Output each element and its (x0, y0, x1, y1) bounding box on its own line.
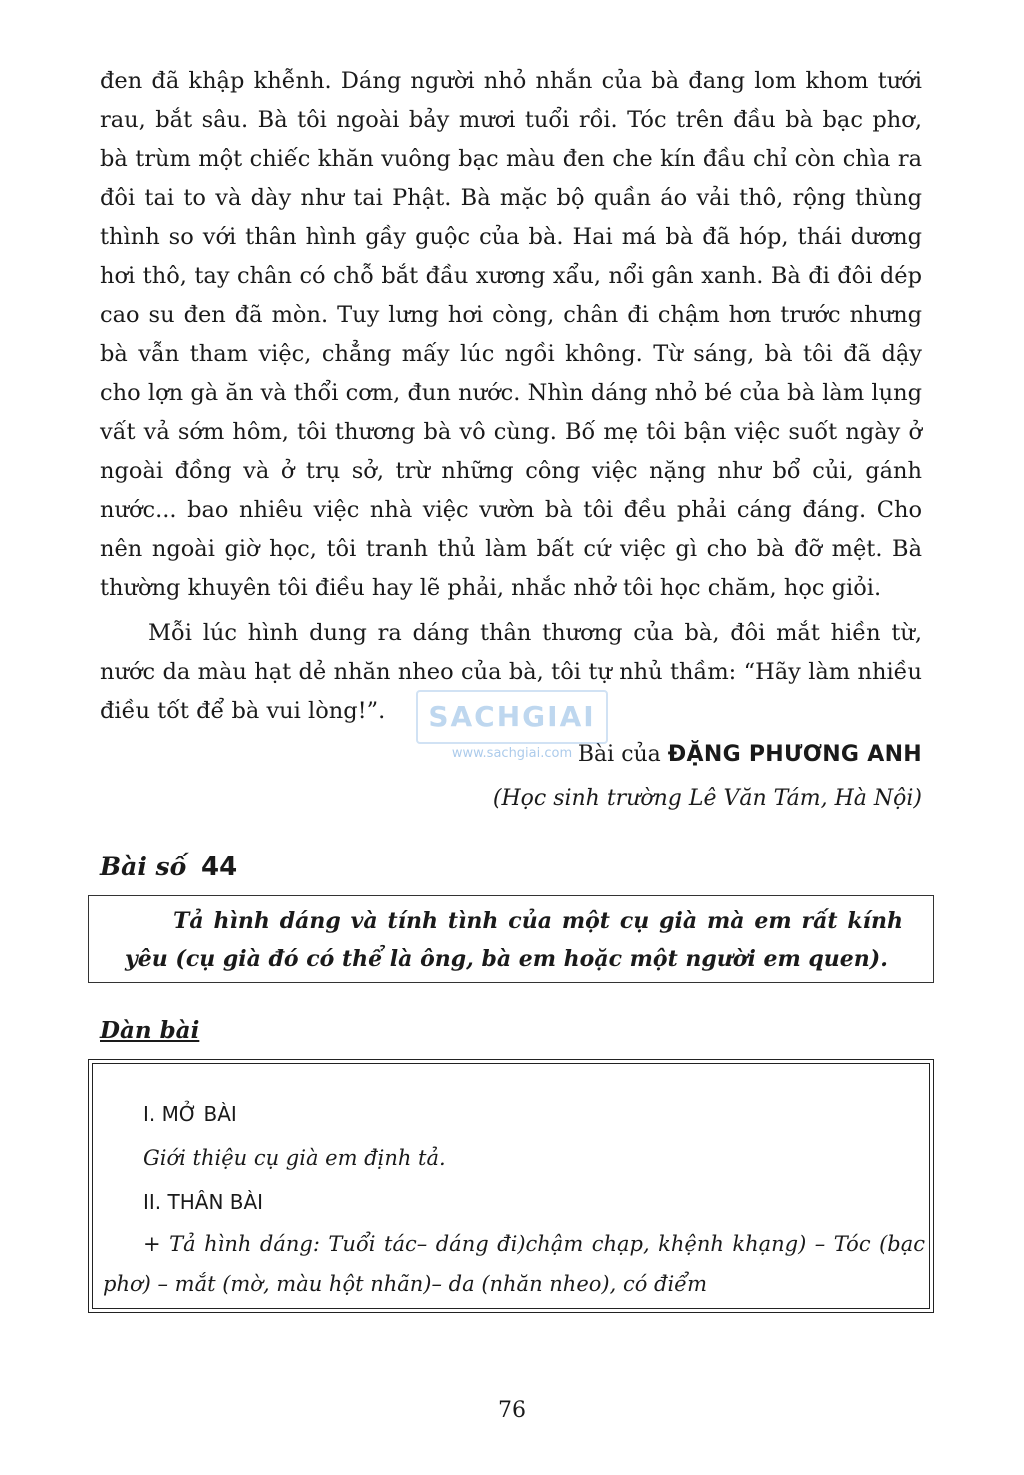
section-1-heading: I. MỞ BÀI (143, 1102, 237, 1126)
byline-prefix: Bài của (577, 742, 661, 767)
lesson-number: 44 (201, 852, 238, 882)
author-name: ĐẶNG PHƯƠNG ANH (667, 742, 922, 767)
lesson-prompt-box (88, 895, 934, 983)
outline-label: Dàn bài (100, 1017, 200, 1044)
author-note: (Học sinh trường Lê Văn Tám, Hà Nội) (492, 786, 922, 811)
lesson-prompt: Tả hình dáng và tính tình của một cụ già mà em rất kính yêu (cụ già đó có thể là ông, bà em hoặc một người em quen). (125, 908, 903, 972)
watermark-url: www.sachgiai.com (451, 746, 573, 761)
outline-inner-frame (92, 1063, 930, 1309)
essay-byline (100, 735, 922, 775)
essay-paragraph-1: đen đã khập khễnh. Dáng người nhỏ nhắn của bà đang lom khom tưới rau, bắt sâu. Bà tôi ngoài bảy mươi tuổi rồi. Tóc trên đầu bà bạc phơ, bà trùm một chiếc khăn vuông bạc màu đen che kín đầu chỉ còn chìa ra đôi tai to và dày như tai Phật. Bà mặc bộ quần áo vải thô, rộng thùng thình so với thân hình gầy guộc của bà. Hai má bà đã hóp, thái dương hơi thô, tay chân có chỗ bắt đầu xương xẩu, nổi gân xanh. Bà đi đôi dép cao su đen đã mòn. Tuy lưng hơi còng, chân đi chậm hơn trước nhưng bà vẫn tham việc, chẳng mấy lúc ngồi không. Từ sáng, bà tôi đã dậy cho lợn gà ăn và thổi cơm, đun nước. Nhìn dáng nhỏ bé của bà làm lụng vất vả sớm hôm, tôi thương bà vô cùng. Bố mẹ tôi bận việc suốt ngày ở ngoài đồng và ở trụ sở, trừ những công việc nặng như bổ củi, gánh nước... bao nhiêu việc nhà việc vườn bà tôi đều phải cáng đáng. Cho nên ngoài giờ học, tôi tranh thủ làm bất cứ việc gì cho bà đỡ mệt. Bà thường khuyên tôi điều hay lẽ phải, nhắc nhở tôi học chăm, học giỏi. (100, 68, 922, 601)
lesson-title (100, 847, 922, 887)
page-number: 76 (498, 1398, 526, 1423)
section-2-heading: II. THÂN BÀI (143, 1190, 264, 1214)
watermark-logo: SACHGIAI (416, 690, 607, 744)
outline-box (88, 1059, 934, 1313)
lesson-label: Bài số (100, 852, 187, 881)
section-2-text: + Tả hình dáng: Tuổi tác– dáng đi)chậm chạp, khệnh khạng) – Tóc (bạc phơ) – mắt (mờ, màu hột nhãn)– da (nhăn nheo), có điểm (103, 1232, 925, 1296)
essay-paragraph-2: Mỗi lúc hình dung ra dáng thân thương của bà, đôi mắt hiền từ, nước da màu hạt dẻ nhăn nheo của bà, tôi tự nhủ thầm: “Hãy làm nhiều điều tốt để bà vui lòng!”. (100, 620, 922, 724)
book-page (100, 62, 925, 1313)
section-1-text: Giới thiệu cụ già em định tả. (143, 1146, 446, 1170)
